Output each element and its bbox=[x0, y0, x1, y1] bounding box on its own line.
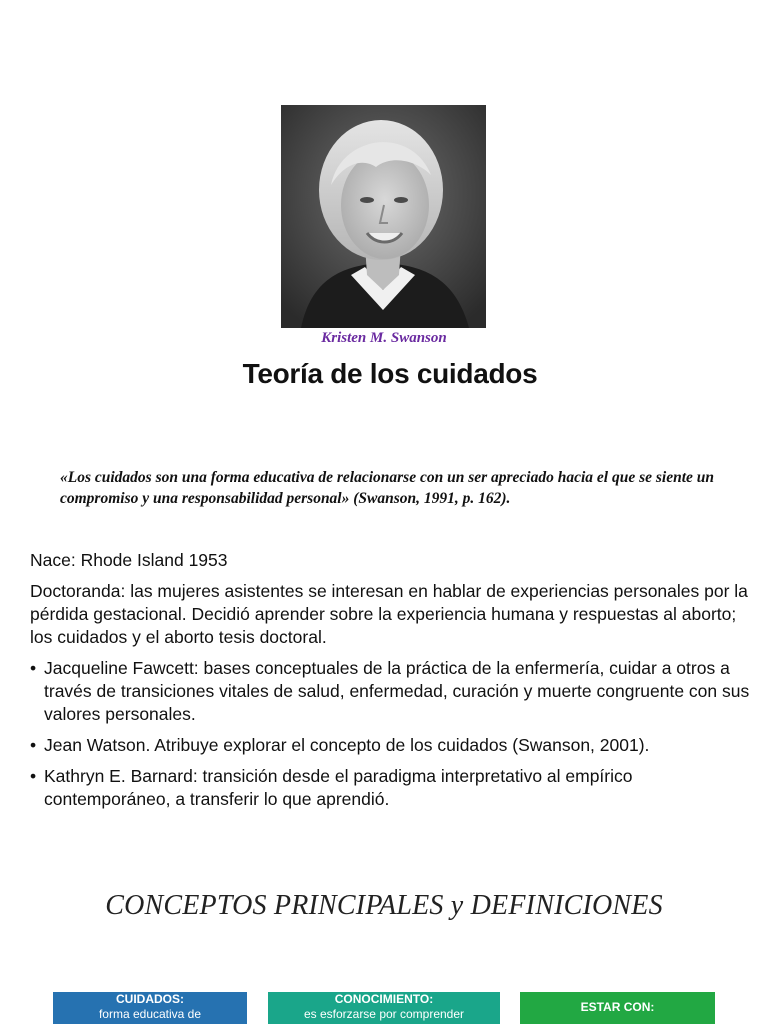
portrait-photo bbox=[281, 105, 486, 328]
section-heading: CONCEPTOS PRINCIPALES y DEFINICIONES bbox=[105, 890, 663, 921]
page-title: Teoría de los cuidados bbox=[242, 358, 538, 389]
bullet-icon: • bbox=[30, 766, 37, 786]
concept-box-conocimiento bbox=[268, 992, 500, 1024]
concept-box-title: CUIDADOS: bbox=[116, 992, 184, 1006]
list-item-text: Jacqueline Fawcett: bases conceptuales de la práctica de la enfermería, cuidar a otros a través de transiciones vitales de salud, enfermedad, curación y muerte congruente con sus valores personales. bbox=[44, 658, 750, 724]
concept-box-title: ESTAR CON: bbox=[580, 1000, 655, 1014]
concept-box-text: es esforzarse por comprender bbox=[303, 1007, 465, 1021]
birth-info: Nace: Rhode Island 1953 bbox=[30, 550, 228, 570]
concept-box-text: forma educativa de bbox=[98, 1007, 202, 1021]
list-item bbox=[30, 765, 750, 811]
portrait-image bbox=[281, 105, 486, 328]
bullet-icon: • bbox=[30, 658, 37, 678]
doctoral-info: Doctoranda: las mujeres asistentes se interesan en hablar de experiencias personales por la pérdida gestacional. Decidió aprender sobre la experiencia humana y respuestas al aborto; los cuidados y el aborto tesis doctoral. bbox=[30, 581, 748, 647]
list-item bbox=[30, 734, 750, 757]
concept-box-cuidados bbox=[53, 992, 247, 1024]
concept-box-title: CONOCIMIENTO: bbox=[334, 992, 434, 1006]
photo-caption: Kristen M. Swanson bbox=[321, 330, 447, 346]
bullet-icon: • bbox=[30, 735, 37, 755]
list-item-text: Jean Watson. Atribuye explorar el concepto de los cuidados (Swanson, 2001). bbox=[44, 735, 650, 755]
quote-text: «Los cuidados son una forma educativa de relacionarse con un ser apreciado hacia el que se siente un compromiso y una responsabilidad personal» (Swanson, 1991, p. 162). bbox=[60, 469, 715, 507]
biography-section bbox=[30, 549, 750, 819]
list-item-text: Kathryn E. Barnard: transición desde el paradigma interpretativo al empírico contemporáneo, a transferir lo que aprendió. bbox=[44, 766, 633, 809]
concept-box-estar-con bbox=[520, 992, 715, 1024]
list-item bbox=[30, 657, 750, 726]
influences-list bbox=[30, 657, 750, 811]
